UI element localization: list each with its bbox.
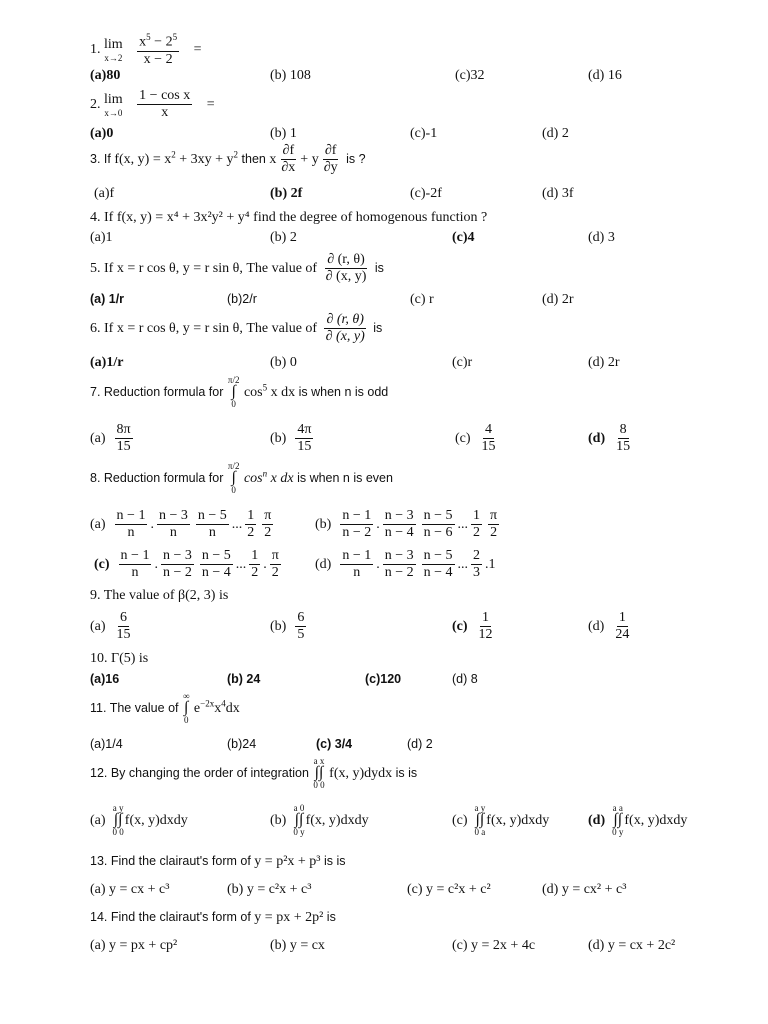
option-c[interactable]: (c)r xyxy=(452,355,473,370)
options-12 xyxy=(90,804,750,844)
option-a[interactable]: (a) 1/r xyxy=(90,292,125,306)
question-14: 14. Find the clairaut's form of y = px + 2p² is xyxy=(90,910,336,925)
option-d[interactable]: (d) $\frac{1}{24}$ xyxy=(588,610,630,643)
option-b[interactable]: (b) $\frac{4\pi}{15}$ xyxy=(270,422,312,455)
option-d[interactable]: (d) 2r xyxy=(588,355,620,370)
limit: lim x→0 xyxy=(104,91,123,118)
option-c[interactable]: (c)4 xyxy=(452,230,475,245)
option-b[interactable]: (b) 24 xyxy=(227,672,261,686)
question-1: 1. lim x→2 $\frac{x^5 - 2^5}{x - 2}$ = xyxy=(90,32,202,67)
question-2: 2. lim x→0 $\frac{\text{1 − cos x}}{x}$ = xyxy=(90,88,215,121)
option-b[interactable]: (b) 1 xyxy=(270,126,297,141)
option-d[interactable]: (d) 8 xyxy=(452,672,478,686)
option-c[interactable]: (c) 3/4 xyxy=(316,737,353,751)
option-b[interactable]: (b) a 0 ∫∫ 0 y f(x, y)dxdy xyxy=(270,803,369,837)
option-d[interactable]: (d) y = cx² + c³ xyxy=(542,882,627,897)
question-11: 11. The value of ∞ ∫ 0 $e^{-2x}x^4dx$ xyxy=(90,691,240,725)
integral: π/2 ∫ 0 xyxy=(227,375,240,409)
options-7 xyxy=(90,422,750,462)
question-8: 8. Reduction formula for π/2 ∫ 0 $\cos^n x$ dx is when n is even xyxy=(90,461,393,495)
option-a[interactable]: (a) $\frac{6}{15}$ xyxy=(90,610,131,643)
option-b[interactable]: (b) 0 xyxy=(270,355,297,370)
question-6: 6. If x = r cos θ, y = r sin θ, The value of $\frac{\partial (r, \theta)}{\partial (x, y)}$ is xyxy=(90,312,383,345)
option-a[interactable]: (a) $\frac{8\pi}{15}$ xyxy=(90,422,131,455)
option-b[interactable]: (b) y = cx xyxy=(270,938,325,953)
option-a[interactable]: (a)1 xyxy=(90,230,113,245)
option-d[interactable]: (d) $\frac{n - 1}{n}$ . $\frac{n - 3}{n - 2}$ $\frac{n - 5}{n - 4}$ ... $\frac{2}{3}$ .1 xyxy=(315,548,496,581)
option-b[interactable]: (b) 108 xyxy=(270,68,311,83)
option-a[interactable]: (a)0 xyxy=(90,126,114,141)
limit: lim x→2 xyxy=(104,36,123,63)
option-a[interactable]: (a) $\frac{n - 1}{n}$ . $\frac{n - 3}{n}$ $\frac{n - 5}{n}$ ... $\frac{1}{2}$ $\frac{\pi}{2}$ xyxy=(90,508,272,541)
option-a[interactable]: (a) a y ∫∫ 0 0 f(x, y)dxdy xyxy=(90,803,188,837)
option-b[interactable]: (b) $\frac{n - 1}{n - 2}$ . $\frac{n - 3}{n - 4}$ $\frac{n - 5}{n - 6}$ ... $\frac{1}{2}$ $\frac{\pi}{2}$ xyxy=(315,508,498,541)
option-b[interactable]: (b)24 xyxy=(227,737,257,751)
option-c[interactable]: (c) a y ∫∫ 0 a f(x, y)dxdy xyxy=(452,803,550,837)
option-b[interactable]: (b) $\frac{6}{5}$ xyxy=(270,610,305,643)
question-13: 13. Find the clairaut's form of y = p²x + p³ is is xyxy=(90,854,346,869)
option-c[interactable]: (c) y = c²x + c² xyxy=(407,882,491,897)
option-b[interactable]: (b) 2 xyxy=(270,230,297,245)
option-c[interactable]: (c) $\frac{n - 1}{n}$ . $\frac{n - 3}{n - 2}$ $\frac{n - 5}{n - 4}$ ... $\frac{1}{2}$ . $\frac{\pi}{2}$ xyxy=(94,548,279,581)
option-b[interactable]: (b) 2f xyxy=(270,186,303,201)
option-d[interactable]: (d) 2 xyxy=(542,126,569,141)
question-10-stem: 10. Γ(5) is xyxy=(90,651,149,666)
option-c[interactable]: (c)120 xyxy=(365,672,402,686)
option-a[interactable]: (a)1/r xyxy=(90,355,124,370)
question-3: 3. If f(x, $y) = x^2 + 3xy + y^2$ then x $\frac{\partial f}{\partial x}$ + y $\frac{\partial f}{\partial y}$ is ? xyxy=(90,143,366,176)
option-d[interactable]: (d) 2 xyxy=(407,737,433,751)
options-8-row1 xyxy=(90,508,750,548)
option-b[interactable]: (b) y = c²x + c³ xyxy=(227,882,312,897)
fraction: $\frac{\text{1 − cos x}}{x}$ xyxy=(139,88,191,121)
option-d[interactable]: (d) 2r xyxy=(542,292,574,307)
option-a[interactable]: (a)80 xyxy=(90,68,121,83)
option-a[interactable]: (a)16 xyxy=(90,672,120,686)
option-c[interactable]: (c)-1 xyxy=(410,126,438,141)
option-a[interactable]: (a) y = cx + c³ xyxy=(90,882,170,897)
question-9-stem: 9. The value of β(2, 3) is xyxy=(90,588,229,603)
options-8-row2 xyxy=(90,548,750,588)
options-9 xyxy=(90,610,750,650)
question-5: 5. If x = r cos θ, y = r sin θ, The value of $\frac{\partial (r, \theta)}{\partial (x, y)}$ is xyxy=(90,252,384,285)
options-14 xyxy=(90,938,750,978)
integral: ∞ ∫ 0 xyxy=(183,691,190,725)
integral: π/2 ∫ 0 xyxy=(227,461,240,495)
option-d[interactable]: (d) 3f xyxy=(542,186,574,201)
option-a[interactable]: (a)1/4 xyxy=(90,737,123,751)
option-c[interactable]: (c)-2f xyxy=(410,186,442,201)
option-d[interactable]: (d) 3 xyxy=(588,230,615,245)
option-c[interactable]: (c) $\frac{4}{15}$ xyxy=(455,422,496,455)
option-c[interactable]: (c)32 xyxy=(455,68,485,83)
option-d[interactable]: (d) y = cx + 2c² xyxy=(588,938,676,953)
option-a[interactable]: (a)f xyxy=(94,186,115,201)
option-c[interactable]: (c) y = 2x + 4c xyxy=(452,938,536,953)
question-12: 12. By changing the order of integration a x ∫∫ 0 0 f(x, y)dydx is is xyxy=(90,756,418,790)
option-b[interactable]: (b)2/r xyxy=(227,292,257,306)
option-c[interactable]: (c) $\frac{1}{12}$ xyxy=(452,610,493,643)
question-4-stem: 4. If f(x, y) = x⁴ + 3x²y² + y⁴ find the degree of homogenous function ? xyxy=(90,210,488,225)
question-7: 7. Reduction formula for π/2 ∫ 0 $\cos^5 x$ dx is when n is odd xyxy=(90,375,389,409)
option-a[interactable]: (a) y = px + cp² xyxy=(90,938,178,953)
option-d[interactable]: (d) $\frac{8}{15}$ xyxy=(588,422,631,455)
integral: a x ∫∫ 0 0 xyxy=(313,756,325,790)
option-d[interactable]: (d) a a ∫∫ 0 y f(x, y)dxdy xyxy=(588,803,688,837)
option-d[interactable]: (d) 16 xyxy=(588,68,622,83)
fraction: $\frac{x^5 - 2^5}{x - 2}$ xyxy=(139,32,178,67)
option-c[interactable]: (c) r xyxy=(410,292,434,307)
